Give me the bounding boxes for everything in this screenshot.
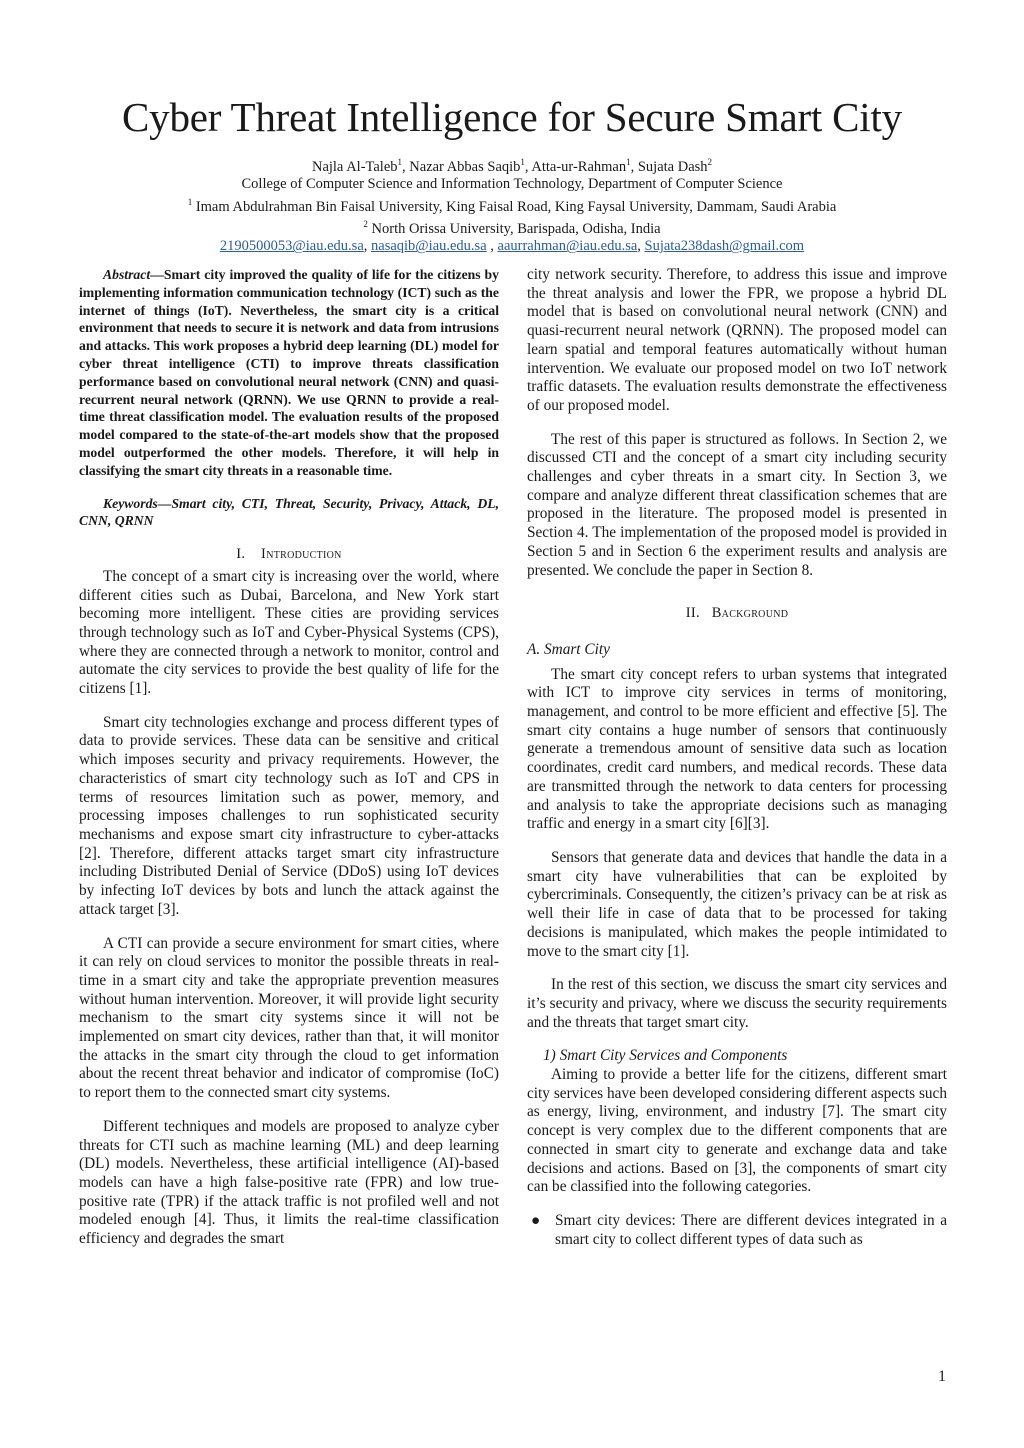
list-item: ● Smart city devices: There are different devices integrated in a smart city to collect different types of data such as (527, 1212, 947, 1249)
email-link[interactable]: 2190500053@iau.edu.sa (219, 238, 364, 255)
abstract: Abstract—Smart city improved the quality of life for the citizens by implementing information communication technology (ICT) such as the internet of things (IoT). Nevertheless, the smart city is a critical environment that needs to secure it is network and data from intrusions and attacks. This work proposes a hybrid deep learning (DL) model for cyber threat intelligence (CTI) to improve threats classification performance based on convolutional neural network (CNN) and quasi-recurrent neural network (QRNN). We use QRNN to provide a real-time threat classification model. The evaluation results of the proposed model compared to the state-of-the-art models show that the proposed model outperformed the other models. Therefore, it will help in classifying the smart city threats in a reasonable time. (79, 267, 499, 478)
paragraph: The rest of this paper is structured as follows. In Section 2, we discussed CTI and the concept of a smart city including security challenges and cyber threats in a smart city. In Section 3, we compare and analyze different threat classification schemes that are proposed in the literature. The proposed model is presented in Section 4. The implementation of the proposed model is provided in Section 5 and in Section 6 the experiment results and analysis are presented. We conclude the paper in Section 8. (527, 430, 947, 579)
left-column (79, 266, 499, 1264)
paragraph: city network security. Therefore, to address this issue and improve the threat analysis and lower the FPR, we propose a hybrid DL model that is based on convolutional neural network (CNN) and quasi-recurrent neural network (QRNN). The proposed model can learn spatial and temporal features automatically without human intervention. We evaluate our proposed model on two IoT network traffic datasets. The evaluation results demonstrate the effectiveness of our proposed model. (527, 266, 947, 414)
author-name: Nazar Abbas Saqib (409, 158, 521, 175)
author-name: Sujata Dash (637, 158, 708, 175)
paragraph: The concept of a smart city is increasing over the world, where different cities such as Dubai, Barcelona, and New York start becoming more intelligent. These cities are providing services through technology such as IoT and Cyber-Physical Systems (CPS), where they are connected through a network to monitor, control and automate the city services to provide the best quality of life for the citizens [1]. (79, 567, 499, 698)
subsubsection-heading-services: 1) Smart City Services and Components (543, 1047, 788, 1065)
author-affiliation-1: $^1$ Imam Abdulrahman Bin Faisal University, King Faisal Road, King Faysal University, Dammam, Saudi Arabia (187, 196, 837, 215)
email-link[interactable]: Sujata238dash@gmail.com (644, 238, 805, 255)
author-affiliation-2: $^2$ North Orissa University, Barispada, Odisha, India (363, 219, 661, 237)
section-heading-introduction: I. Introduction (236, 546, 342, 563)
author-name: Najla Al-Taleb (311, 158, 398, 175)
author-college: College of Computer Science and Information Technology, Department of Computer Science (241, 176, 783, 193)
paper-title: Cyber Threat Intelligence for Secure Smart City (122, 94, 902, 140)
paragraph: The smart city concept refers to urban systems that integrated with ICT to improve city services in terms of monitoring, management, and control to be more efficient and effective [5]. The smart city contains a huge number of sensors that continuously generate a tremendous amount of sensitive data such as location coordinates, credit card numbers, and medical records. These data are transmitted through the network to data centers for processing and analysis to take the appropriate decisions such as managing traffic and energy in a smart city [6][3]. (527, 665, 947, 833)
paragraph: Smart city technologies exchange and process different types of data to provide services. These data can be sensitive and critical which imposes security and privacy requirements. However, the characteristics of smart city technology such as IoT and CPS in terms of resources limitation such as power, memory, and processing imposes challenges to run sophisticated security mechanisms and expose smart city infrastructure to cyber-attacks [2]. Therefore, different attacks target smart city infrastructure including Distributed Denial of Service (DDoS) using IoT devices by infecting IoT devices by bots and lunch the attack against the attack target [3]. (79, 713, 499, 918)
bullet-icon: ● (531, 1211, 541, 1229)
paragraph: In the rest of this section, we discuss the smart city services and it’s security and privacy, where we discuss the security requirements and the threats that target smart city. (527, 976, 947, 1031)
email-link[interactable]: nasaqib@iau.edu.sa (371, 238, 487, 255)
author-names: Najla Al-Taleb$^1$, Nazar Abbas Saqib$^1$, Atta-ur-Rahman$^1$, Sujata Dash$^2$ (311, 157, 713, 175)
subsection-heading-smart-city: A. Smart City (527, 640, 610, 658)
author-emails: 2190500053@iau.edu.sa, nasaqib@iau.edu.sa , aaurrahman@iau.edu.sa, Sujata238dash@gmail.com (219, 238, 805, 255)
paragraph: Aiming to provide a better life for the citizens, different smart city services have been developed considering different aspects such as energy, living, environment, and industry [7]. The smart city concept is very complex due to the different components that are connected in smart city to generate and exchange data and take decisions and actions. Based on [3], the components of smart city can be classified into the following categories. (527, 1066, 947, 1196)
author-block (0, 154, 1024, 256)
section-heading-background: II. Background (685, 605, 789, 622)
page-number: 1 (938, 1368, 946, 1385)
email-link[interactable]: aaurrahman@iau.edu.sa (497, 238, 638, 255)
author-name: Atta-ur-Rahman (531, 158, 627, 175)
keywords: Keywords—Smart city, CTI, Threat, Security, Privacy, Attack, DL, CNN, QRNN (79, 495, 499, 529)
paragraph: A CTI can provide a secure environment for smart cities, where it can rely on cloud services to monitor the possible threats in real-time in a smart city and take the appropriate prevention measures without human intervention. Moreover, it will provide light security mechanism to the smart city systems since it will not be implemented on smart city devices, rather than that, it will monitor the attacks in the smart city through the cloud to get information about the recent threat behavior and indicator of compromise (IoC) to report them to the connected smart city systems. (79, 934, 499, 1102)
paragraph: Sensors that generate data and devices that handle the data in a smart city have vulnerabilities that can be exploited by cybercriminals. Consequently, the citizen’s privacy can be at risk as well their life in case of data that to be processed for taking decisions is manipulated, which makes the people intimidated to move to the smart city [1]. (527, 848, 947, 960)
right-column (527, 266, 947, 1249)
paragraph: Different techniques and models are proposed to analyze cyber threats for CTI such as machine learning (ML) and deep learning (DL) models. Nevertheless, these artificial intelligence (AI)-based models can have a high false-positive rate (FPR) and low true-positive rate (TPR) if the attack traffic is not profiled well and not modeled enough [4]. Thus, it limits the real-time classification efficiency and degrades the smart (79, 1117, 499, 1248)
